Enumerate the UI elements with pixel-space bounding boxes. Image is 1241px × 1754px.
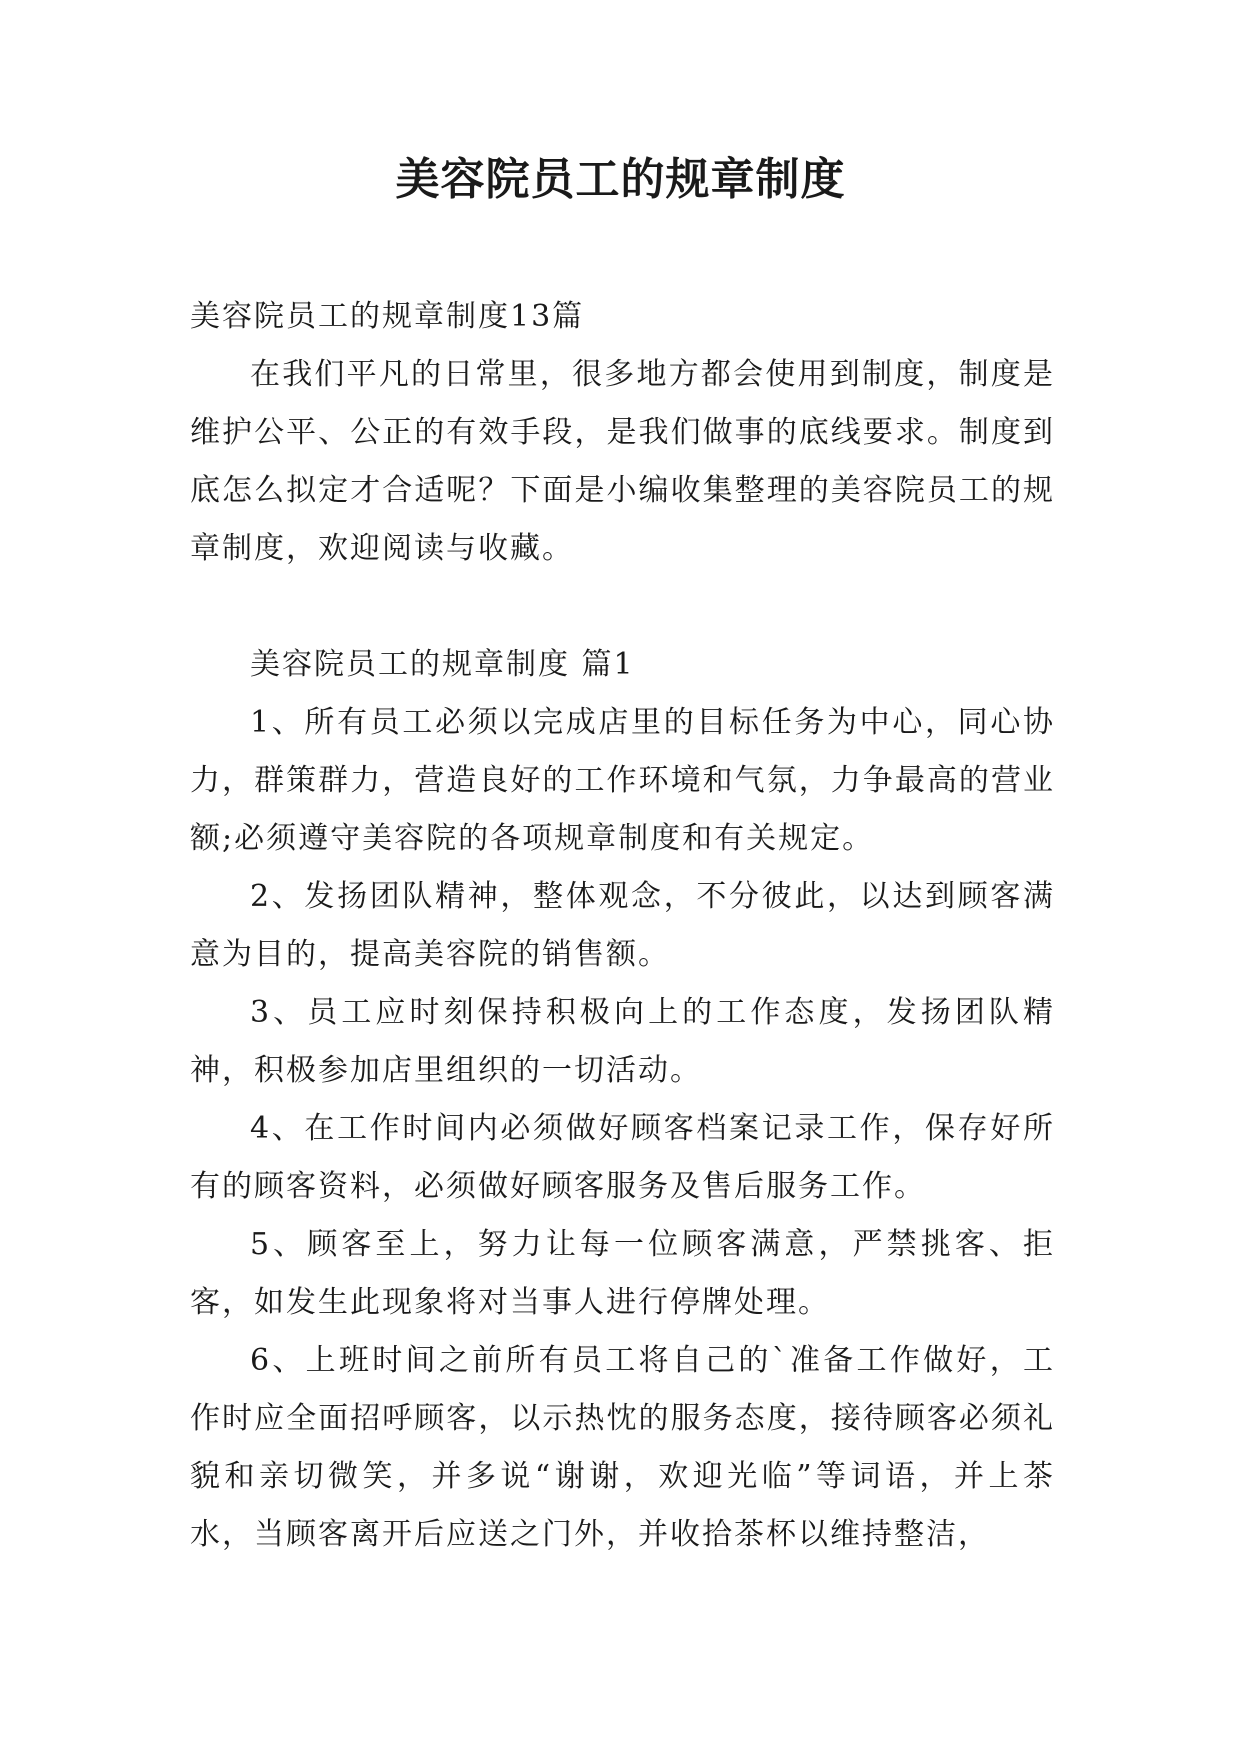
- document-subtitle: 美容院员工的规章制度13篇: [190, 299, 585, 334]
- rule-paragraph: 2、发扬团队精神，整体观念，不分彼此，以达到顾客满意为目的，提高美容院的销售额。: [190, 879, 1055, 972]
- document-body: [190, 288, 1055, 1564]
- paragraph-spacer: [190, 578, 1055, 636]
- rule-paragraph: 3、员工应时刻保持积极向上的工作态度，发扬团队精神，积极参加店里组织的一切活动。: [190, 995, 1055, 1088]
- document-title: 美容院员工的规章制度: [395, 154, 846, 205]
- intro-paragraph: 在我们平凡的日常里，很多地方都会使用到制度，制度是维护公平、公正的有效手段，是我们做事的底线要求。制度到底怎么拟定才合适呢？下面是小编收集整理的美容院员工的规章制度，欢迎阅读与收藏。: [190, 357, 1055, 566]
- rule-paragraph: 1、所有员工必须以完成店里的目标任务为中心，同心协力，群策群力，营造良好的工作环境和气氛，力争最高的营业额;必须遵守美容院的各项规章制度和有关规定。: [190, 705, 1055, 856]
- rule-paragraph: 6、上班时间之前所有员工将自己的`准备工作做好，工作时应全面招呼顾客，以示热忱的服务态度，接待顾客必须礼貌和亲切微笑，并多说“谢谢，欢迎光临”等词语，并上茶水，当顾客离开后应送之门外，并收拾茶杯以维持整洁，: [190, 1343, 1055, 1552]
- section-heading: 美容院员工的规章制度 篇1: [250, 647, 635, 682]
- rule-paragraph: 5、顾客至上，努力让每一位顾客满意，严禁挑客、拒客，如发生此现象将对当事人进行停牌处理。: [190, 1227, 1055, 1320]
- rule-paragraph: 4、在工作时间内必须做好顾客档案记录工作，保存好所有的顾客资料，必须做好顾客服务及售后服务工作。: [190, 1111, 1055, 1204]
